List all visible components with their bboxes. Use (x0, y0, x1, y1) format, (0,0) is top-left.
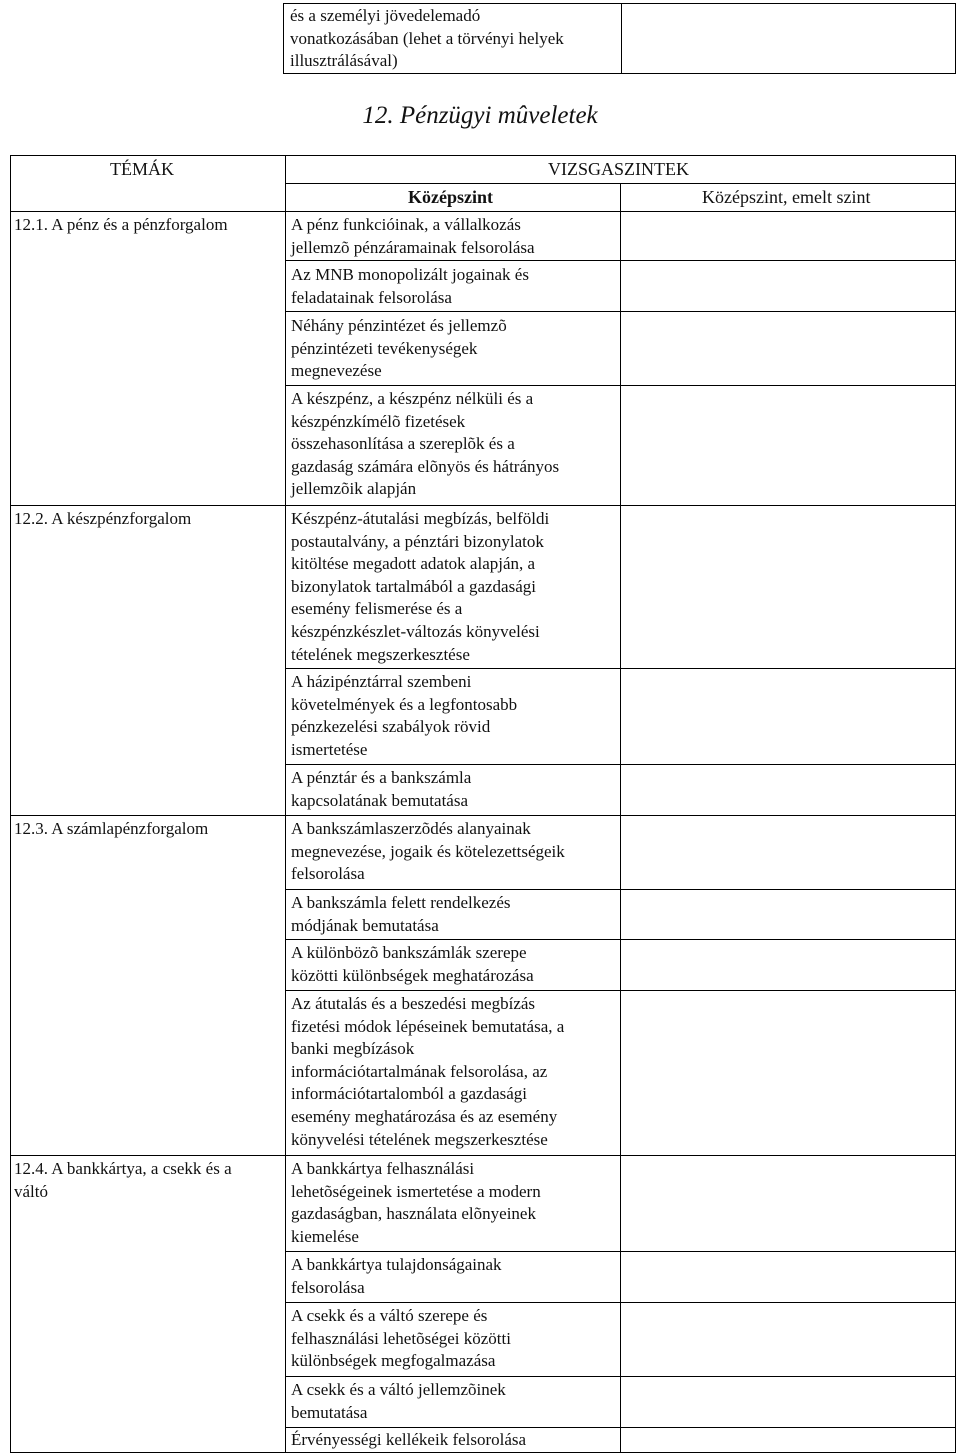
top-cell-text: és a személyi jövedelemadó vonatkozásában (lehet a törvényi helyek illusztrálásával) (290, 6, 564, 71)
topic-label: 12.2. A készpénzforgalom (14, 509, 192, 528)
table-border (285, 1376, 956, 1377)
table-border (285, 155, 286, 1453)
table-border (285, 385, 956, 386)
table-border (10, 1452, 956, 1453)
item-text: Az MNB monopolizált jogainak és feladatainak felsorolása (291, 265, 529, 307)
table-border (285, 939, 956, 940)
table-border (285, 1427, 956, 1428)
header-vizsgaszintek: VIZSGASZINTEK (548, 159, 689, 179)
item-text: Az átutalás és a beszedési megbízás fizetési módok lépéseinek bemutatása, a banki megbízások információtartalmának felsorolása, az információtartalomból a gazdasági esemény meghatározása és az esemény könyvelési tételének megszerkesztése (291, 994, 565, 1149)
table-border (285, 764, 956, 765)
item-text: A készpénz, a készpénz nélküli és a készpénzkímélõ fizetések összehasonlítása a szereplõk és a gazdaság számára elõnyös és hátrányos jellemzõik alapján (291, 389, 560, 499)
item-text: Érvényességi kellékeik felsorolása (291, 1430, 527, 1449)
top-table-border (283, 3, 956, 4)
item-text: Néhány pénzintézet és jellemzõ pénzintézeti tevékenységek megnevezése (291, 316, 507, 381)
top-table-border (283, 3, 284, 74)
table-border (285, 889, 956, 890)
top-table-border (621, 3, 622, 74)
header-emelt: Középszint, emelt szint (702, 187, 871, 207)
table-border (10, 155, 11, 1453)
item-text: A pénztár és a bankszámla kapcsolatának bemutatása (291, 768, 472, 810)
item-text: A bankkártya tulajdonságainak felsorolása (291, 1255, 502, 1297)
item-text: A különbözõ bankszámlák szerepe közötti különbségek meghatározása (291, 943, 534, 985)
topic-label: 12.3. A számlapénzforgalom (14, 819, 209, 838)
item-text: A csekk és a váltó jellemzõinek bemutatása (291, 1380, 506, 1422)
item-text: A csekk és a váltó szerepe és felhasználási lehetõségei közötti különbségek megfogalmazása (291, 1306, 511, 1371)
table-border (285, 311, 956, 312)
item-text: A bankszámla felett rendelkezés módjának bemutatása (291, 893, 511, 935)
item-text: Készpénz-átutalási megbízás, belföldi postautalvány, a pénztári bizonylatok kitöltése megadott adatok alapján, a bizonylatok tartalmából a gazdasági esemény felismerése és a készpénzkészlet-változás könyvelési tételének megszerkesztése (291, 509, 550, 664)
item-text: A bankkártya felhasználási lehetõségeinek ismertetése a modern gazdaságban, használata elõnyeinek kiemelése (291, 1159, 541, 1246)
topic-label: 12.1. A pénz és a pénzforgalom (14, 215, 228, 234)
table-border (285, 1251, 956, 1252)
table-border (285, 1302, 956, 1303)
item-text: A bankszámlaszerzõdés alanyainak megnevezése, jogaik és kötelezettségeik felsorolása (291, 819, 565, 884)
table-border (10, 505, 956, 506)
table-border (285, 260, 956, 261)
table-border (10, 211, 956, 212)
table-border (10, 815, 956, 816)
table-border (285, 668, 956, 669)
table-border (620, 183, 621, 1453)
table-border (955, 155, 956, 1453)
item-text: A pénz funkcióinak, a vállalkozás jellemzõ pénzáramainak felsorolása (291, 215, 535, 257)
topic-label: 12.4. A bankkártya, a csekk és a váltó (14, 1159, 232, 1201)
top-table-border (955, 3, 956, 74)
header-temak: TÉMÁK (110, 159, 174, 179)
table-border (285, 990, 956, 991)
section-title: 12. Pénzügyi mûveletek (362, 102, 598, 129)
table-border (10, 1155, 956, 1156)
table-border (10, 155, 956, 156)
top-table-border (283, 73, 956, 74)
item-text: A házipénztárral szembeni követelmények és a legfontosabb pénzkezelési szabályok rövid ismertetése (291, 672, 518, 759)
header-kozepszint: Középszint (408, 187, 493, 207)
